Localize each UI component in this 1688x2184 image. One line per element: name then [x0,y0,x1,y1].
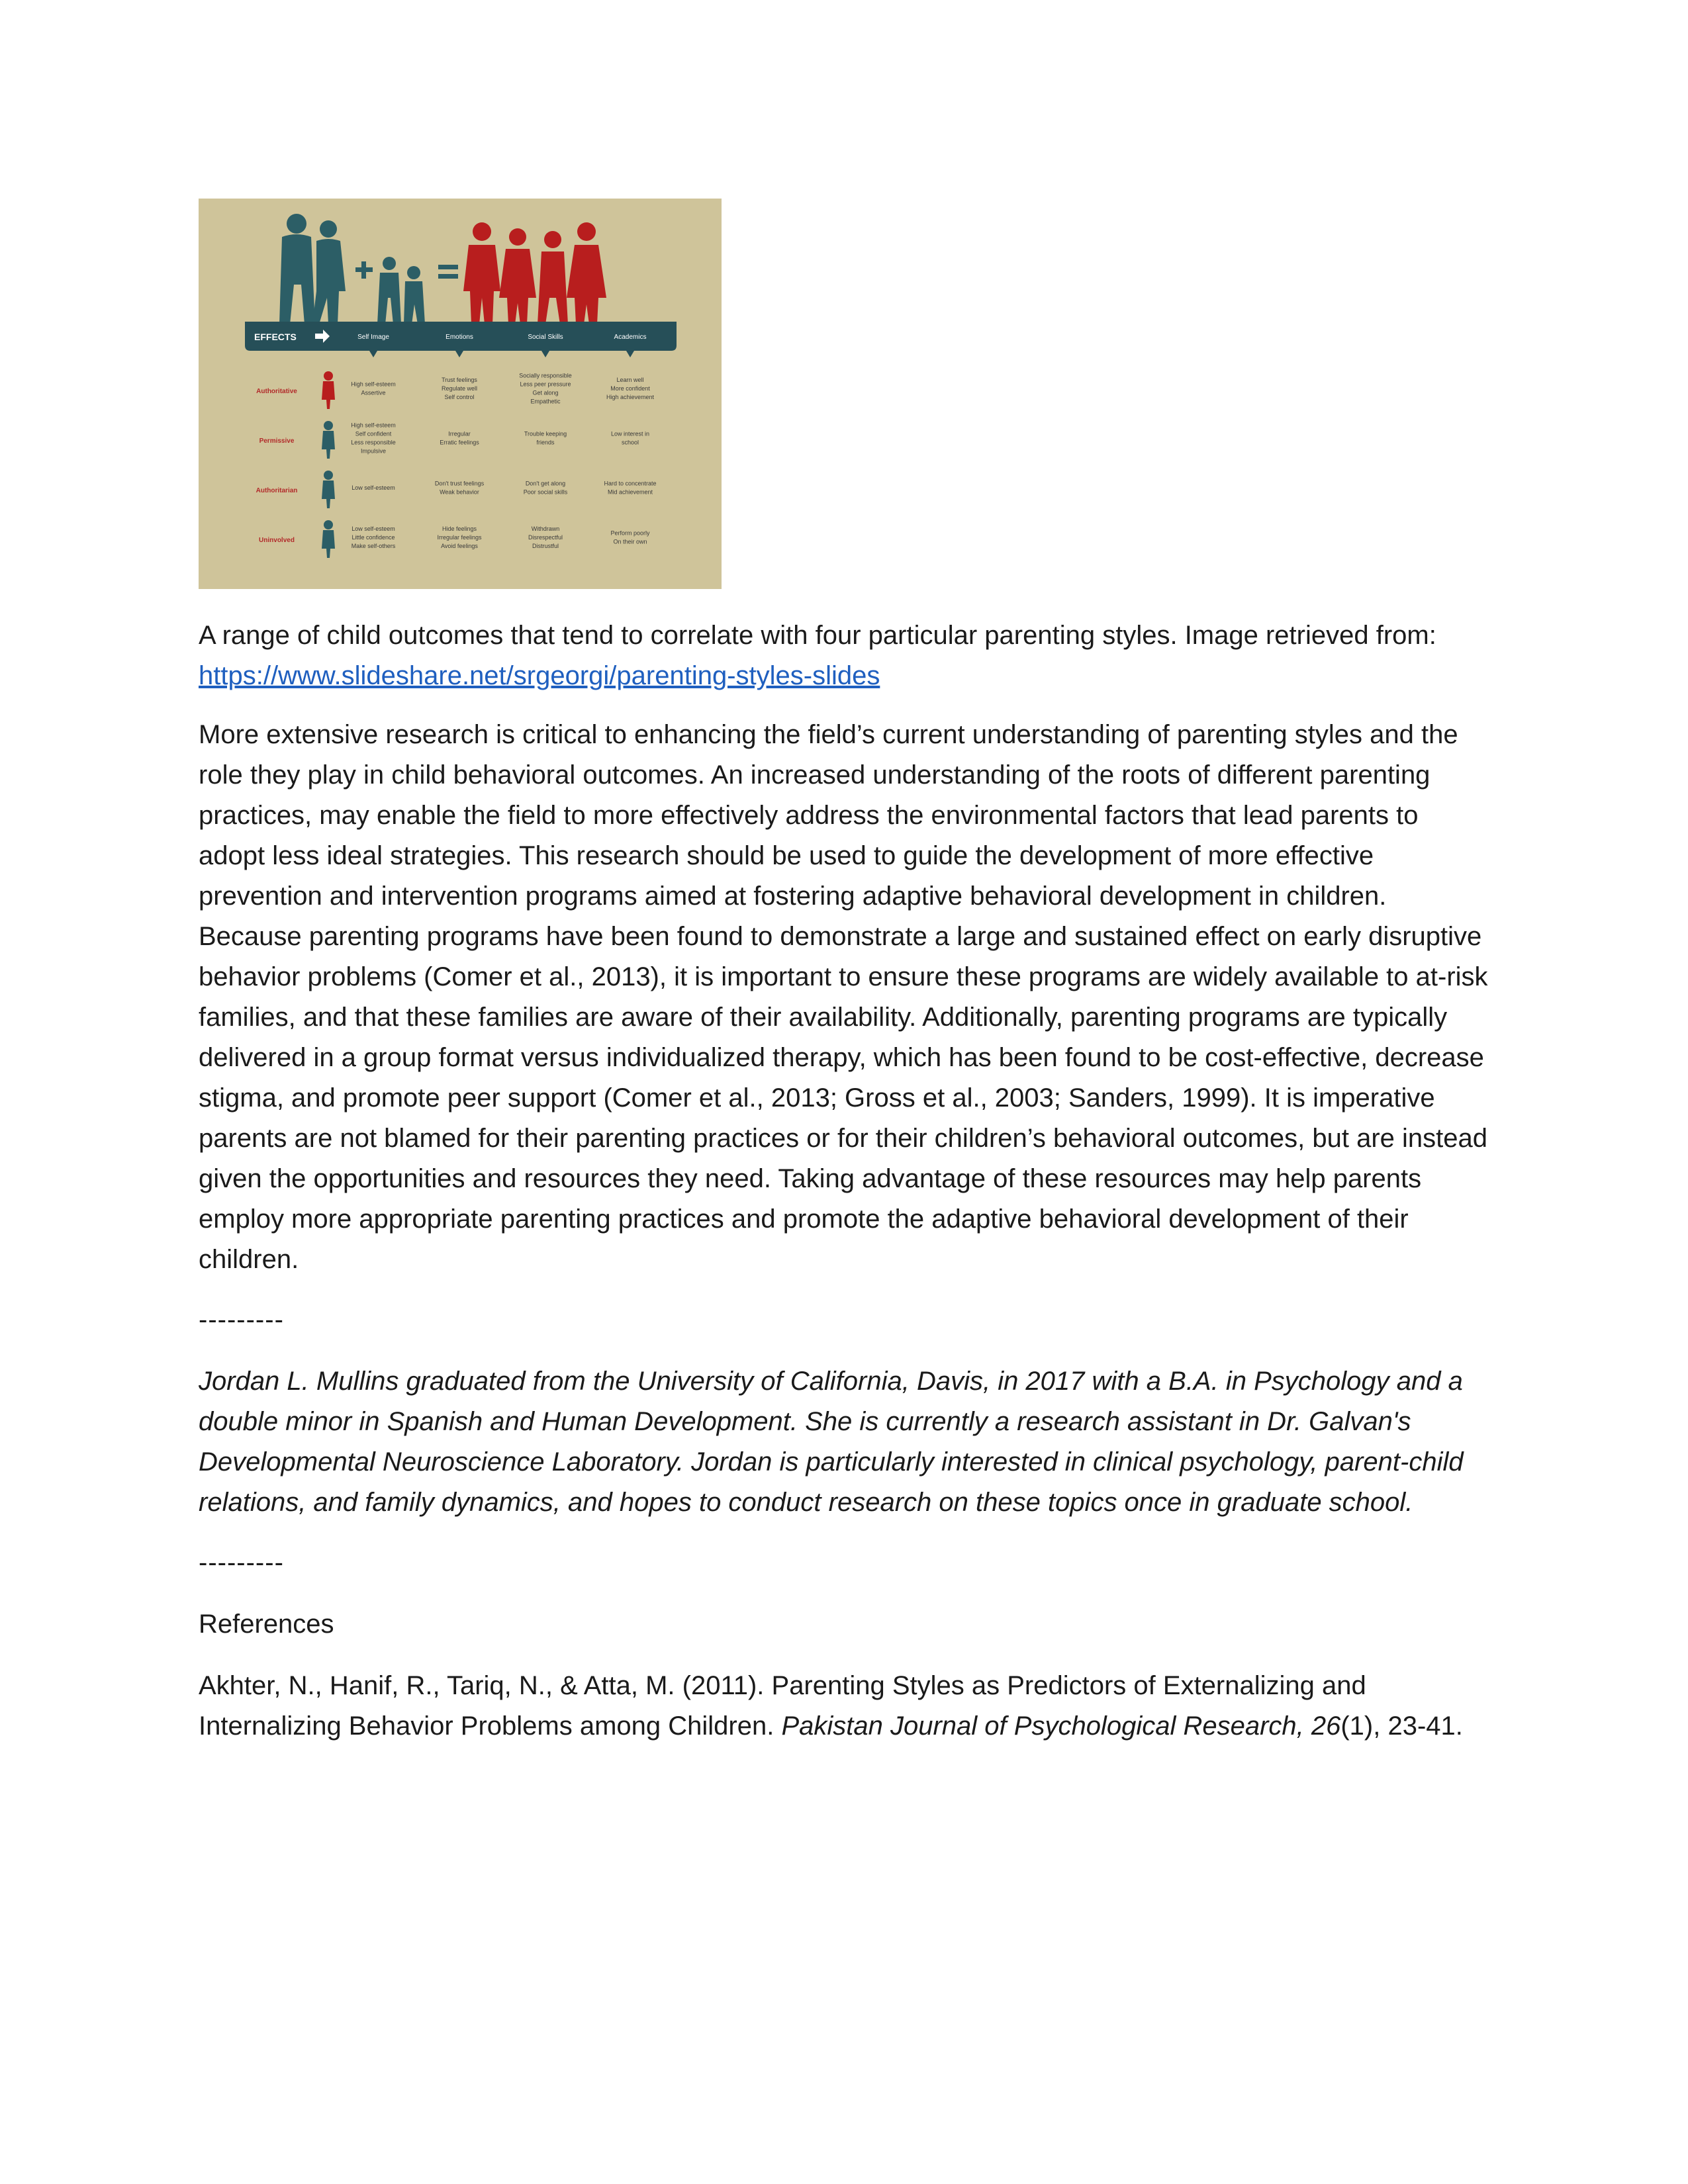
effect-cell-line: Trouble keeping [524,430,567,437]
body-paragraph: More extensive research is critical to enhancing the field’s current understanding of parenting styles and the role they play in child behavioral outcomes. An increased understanding of the roots of different parenting practices, may enable the field to more effectively address the environmental factors that lead parents to adopt less ideal strategies. This research should be used to guide the development of more effective prevention and intervention programs aimed at fostering adaptive behavioral development in children. Because parenting programs have been found to demonstrate a large and sustained effect on early disruptive behavior problems (Comer et al., 2013), it is important to ensure these programs are widely available to at-risk families, and that these families are aware of their availability. Additionally, parenting programs are typically delivered in a group format versus individualized therapy, which has been found to be cost-effective, decrease stigma, and promote peer support (Comer et al., 2013; Gross et al., 2003; Sanders, 1999). It is imperative parents are not blamed for their parenting practices or for their children’s behavioral outcomes, but are instead given the opportunities and resources they need. Taking advantage of these resources may help parents employ more appropriate parenting practices and promote the adaptive behavioral development of their children. [199,720,1488,1274]
effect-cell-line: Weak behavior [440,488,479,496]
effect-cell-line: Hide feelings [442,525,477,532]
effect-cell-line: High self-esteem [351,381,396,388]
effect-cell-line: Learn well [616,377,644,383]
effect-cell-line: Low self-esteem [352,525,395,532]
family-silhouette-icon [279,214,606,324]
effect-cell-line: Perform poorly [610,529,650,537]
separator-line-2: --------- [199,1548,284,1577]
effect-cell-line: Assertive [361,389,386,396]
effect-cell-line: Regulate well [441,385,478,392]
effect-cell-line: High self-esteem [351,422,396,429]
effect-cell-line: Poor social skills [523,488,568,496]
references-heading: References [199,1610,334,1639]
effect-cell-line: Low self-esteem [352,484,395,491]
effect-cell-line: Irregular [448,430,471,437]
effect-cell-line: Don't get along [525,480,566,487]
parenting-style-label: Authoritative [256,388,297,395]
effects-column-header: Academics [614,334,647,341]
effect-cell-line: Low interest in [610,430,650,437]
effect-cell-line: Less responsible [351,439,396,446]
parenting-style-rows [256,371,657,558]
effect-cell-line: Don't trust feelings [434,480,485,487]
effect-cell-line: friends [536,439,555,446]
parenting-style-label: Authoritarian [256,487,298,494]
effect-cell-line: Socially responsible [519,372,572,379]
effect-cell-line: Empathetic [530,398,561,405]
effect-cell-line: Get along [532,389,559,396]
effect-cell-line: Withdrawn [531,525,560,532]
child-figure-body-icon [322,530,335,558]
effect-cell-line: Trust feelings [442,377,477,383]
effect-cell-line: More confident [610,385,650,392]
effect-cell-line: Little confidence [352,534,395,541]
effects-column-header: Emotions [445,334,473,341]
effect-cell-line: Disrespectful [528,534,563,541]
effects-label: EFFECTS [254,332,297,342]
parenting-style-label: Uninvolved [259,537,295,544]
effect-cell-line: Make self-others [351,543,396,549]
effect-cell-line: Less peer pressure [520,381,571,388]
document-page [199,199,1489,1747]
child-figure-icon [324,371,333,381]
child-figure-body-icon [322,431,335,459]
effect-cell-line: Self control [444,394,475,400]
reference-pages: (1), 23-41. [1340,1711,1463,1741]
effect-cell-line: Self confident [355,430,392,437]
effects-column-header: Social Skills [528,334,563,341]
effect-cell-line: Hard to concentrate [604,480,657,487]
parenting-style-label: Permissive [259,437,295,445]
effects-column-header: Self Image [357,334,389,341]
child-figure-icon [324,520,333,529]
source-link[interactable]: https://www.slideshare.net/srgeorgi/parenting-styles-slides [199,661,880,690]
infographic-graphic [199,199,722,589]
effect-cell-line: Impulsive [360,447,387,455]
reference-text: Akhter, N., Hanif, R., Tariq, N., & Atta, M. (2011). Parenting Styles as Predictors of Externalizing and Internalizing Behavior Problems among Children. [199,1671,1366,1741]
reference-entry [199,1666,1489,1747]
figure-caption [199,615,1489,696]
separator-line: --------- [199,1305,284,1334]
author-bio: Jordan L. Mullins graduated from the University of California, Davis, in 2017 with a B.A. in Psychology and a double minor in Spanish and Human Development. She is currently a research assistant in Dr. Galvan's Developmental Neuroscience Laboratory. Jordan is particularly interested in clinical psychology, parent-child relations, and family dynamics, and hopes to conduct research on these topics once in graduate school. [199,1367,1464,1517]
child-figure-body-icon [322,480,335,508]
effect-cell-line: Mid achievement [607,488,653,496]
effect-cell-line: Erratic feelings [440,439,479,446]
reference-journal: Pakistan Journal of Psychological Research, 26 [781,1711,1341,1741]
effect-cell-line: On their own [613,538,647,545]
effect-cell-line: Irregular feelings [437,534,482,541]
child-figure-icon [324,421,333,430]
caption-text: A range of child outcomes that tend to correlate with four particular parenting styles. Image retrieved from: [199,621,1436,650]
effect-cell-line: school [621,439,639,446]
effect-cell-line: Avoid feelings [441,543,478,549]
effect-cell-line: Distrustful [532,543,559,549]
child-figure-icon [324,471,333,480]
effect-cell-line: High achievement [606,394,655,400]
child-figure-body-icon [322,381,335,409]
parenting-styles-infographic [199,199,722,589]
